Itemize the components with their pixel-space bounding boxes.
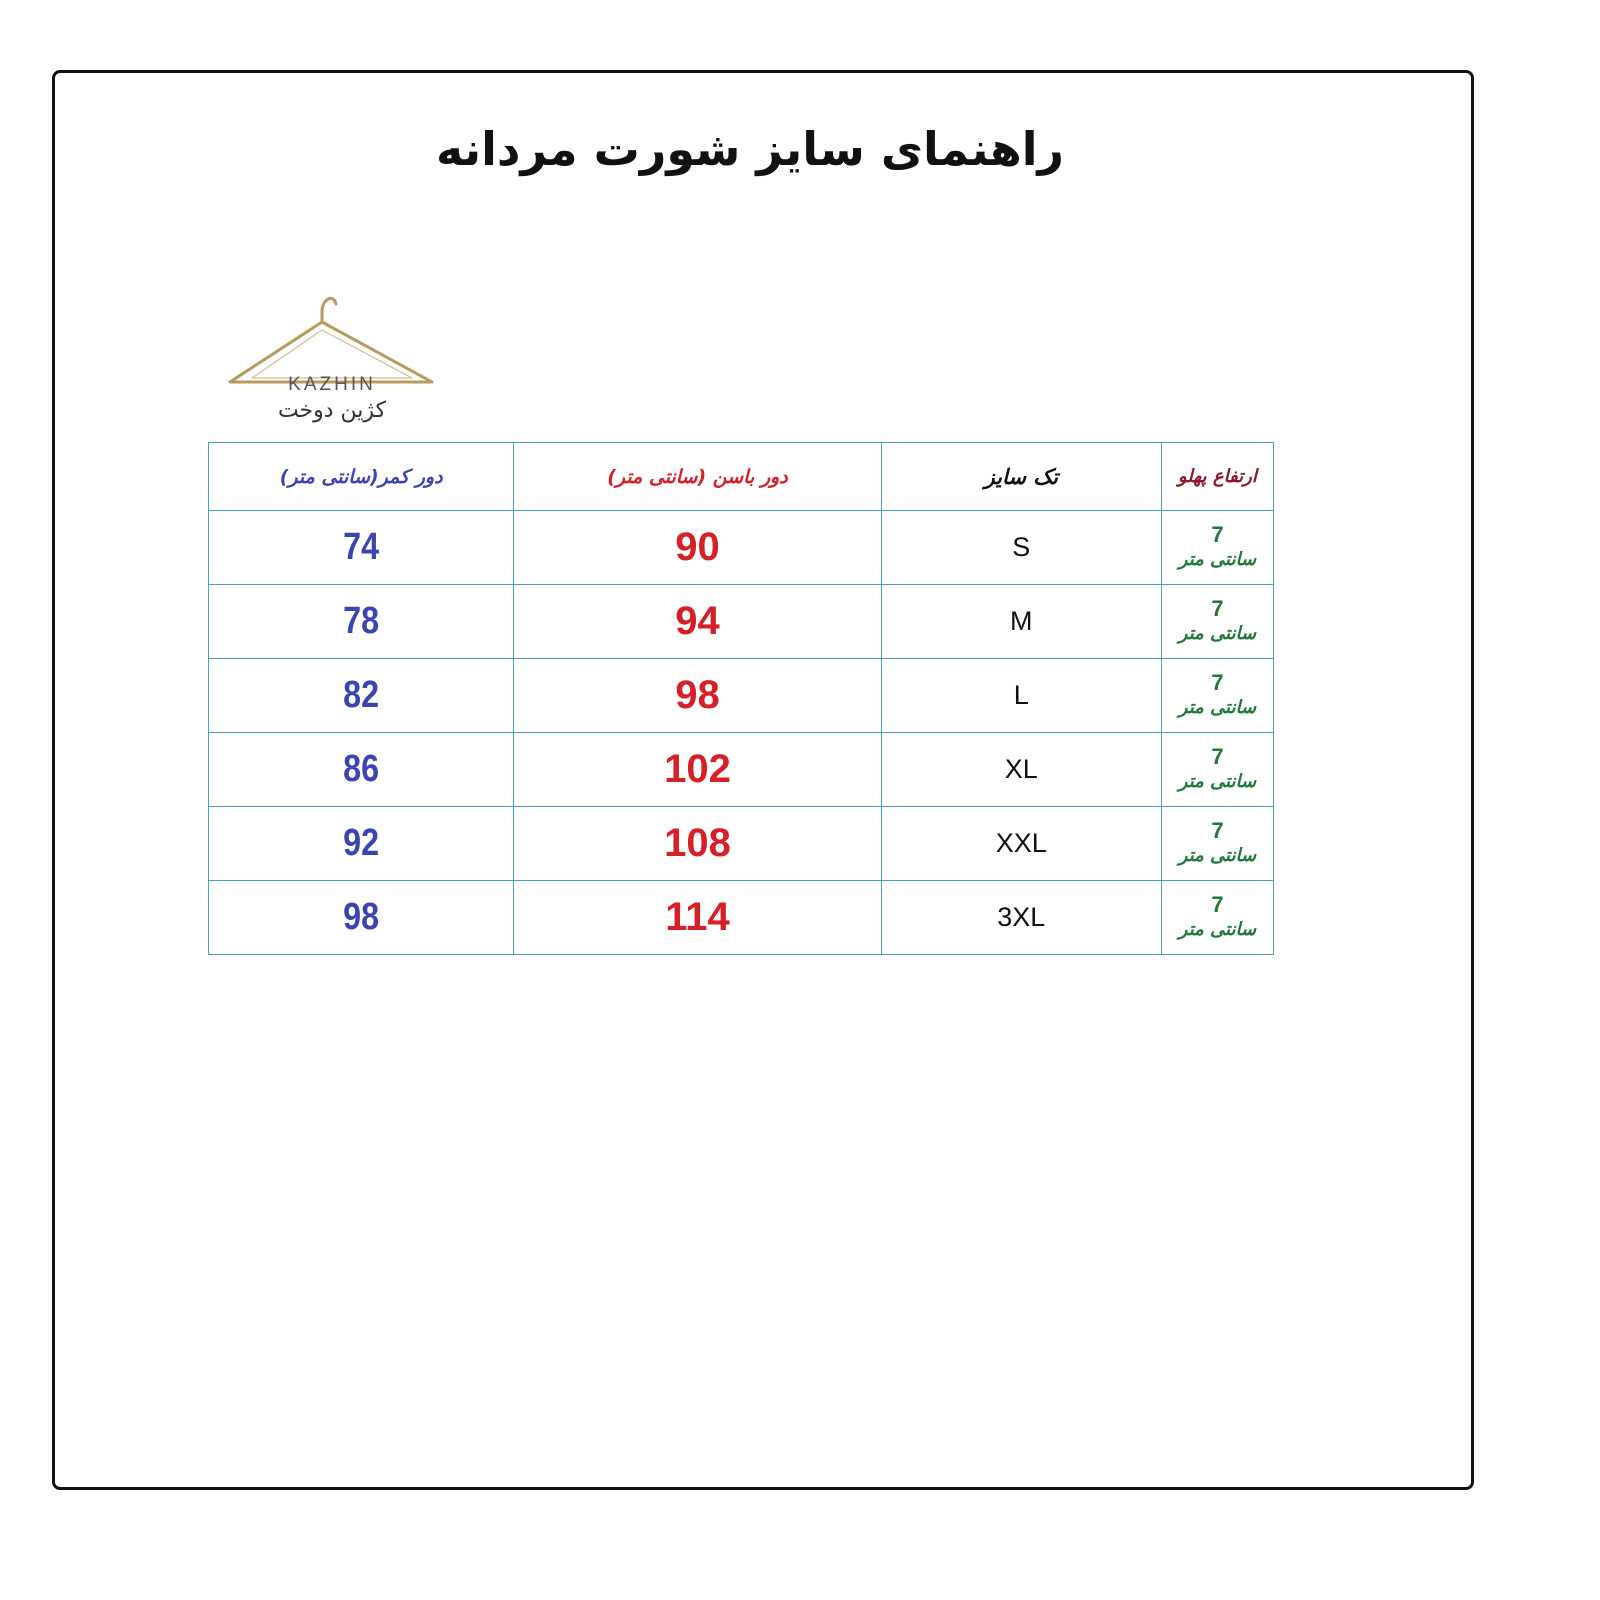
cell-hip: 94 <box>514 585 881 659</box>
header-side-height: ارتفاع پهلو <box>1161 443 1273 511</box>
cell-waist: 98 <box>209 881 514 955</box>
cell-hip: 90 <box>514 511 881 585</box>
cell-side-height: 7 سانتی متر <box>1161 659 1273 733</box>
cell-waist: 82 <box>209 659 514 733</box>
cell-side-height: 7 سانتی متر <box>1161 733 1273 807</box>
page-title: راهنمای سایز شورت مردانه <box>435 122 1065 176</box>
cell-waist: 78 <box>209 585 514 659</box>
table-row <box>209 733 1274 807</box>
cell-size: 3XL <box>881 881 1161 955</box>
table-row <box>209 659 1274 733</box>
cell-hip: 98 <box>514 659 881 733</box>
cell-waist: 74 <box>209 511 514 585</box>
cell-hip: 108 <box>514 807 881 881</box>
header-waist: دور کمر(سانتی متر) <box>209 443 514 511</box>
cell-side-height: 7 سانتی متر <box>1161 511 1273 585</box>
header-size: تک سایز <box>881 443 1161 511</box>
table-row <box>209 511 1274 585</box>
table-row <box>209 807 1274 881</box>
size-table <box>208 442 1274 955</box>
cell-hip: 114 <box>514 881 881 955</box>
cell-side-height: 7 سانتی متر <box>1161 807 1273 881</box>
table-row <box>209 585 1274 659</box>
cell-size: XL <box>881 733 1161 807</box>
table-header-row <box>209 443 1274 511</box>
brand-logo <box>222 290 442 430</box>
logo-persian-text: کژین دوخت <box>277 398 387 423</box>
cell-size: XXL <box>881 807 1161 881</box>
cell-hip: 102 <box>514 733 881 807</box>
cell-size: M <box>881 585 1161 659</box>
cell-waist: 92 <box>209 807 514 881</box>
logo-latin-text: KAZHIN <box>288 374 376 395</box>
cell-side-height: 7 سانتی متر <box>1161 881 1273 955</box>
cell-size: S <box>881 511 1161 585</box>
cell-waist: 86 <box>209 733 514 807</box>
cell-side-height: 7 سانتی متر <box>1161 585 1273 659</box>
cell-size: L <box>881 659 1161 733</box>
header-hip: دور باسن (سانتی متر) <box>514 443 881 511</box>
table-row <box>209 881 1274 955</box>
